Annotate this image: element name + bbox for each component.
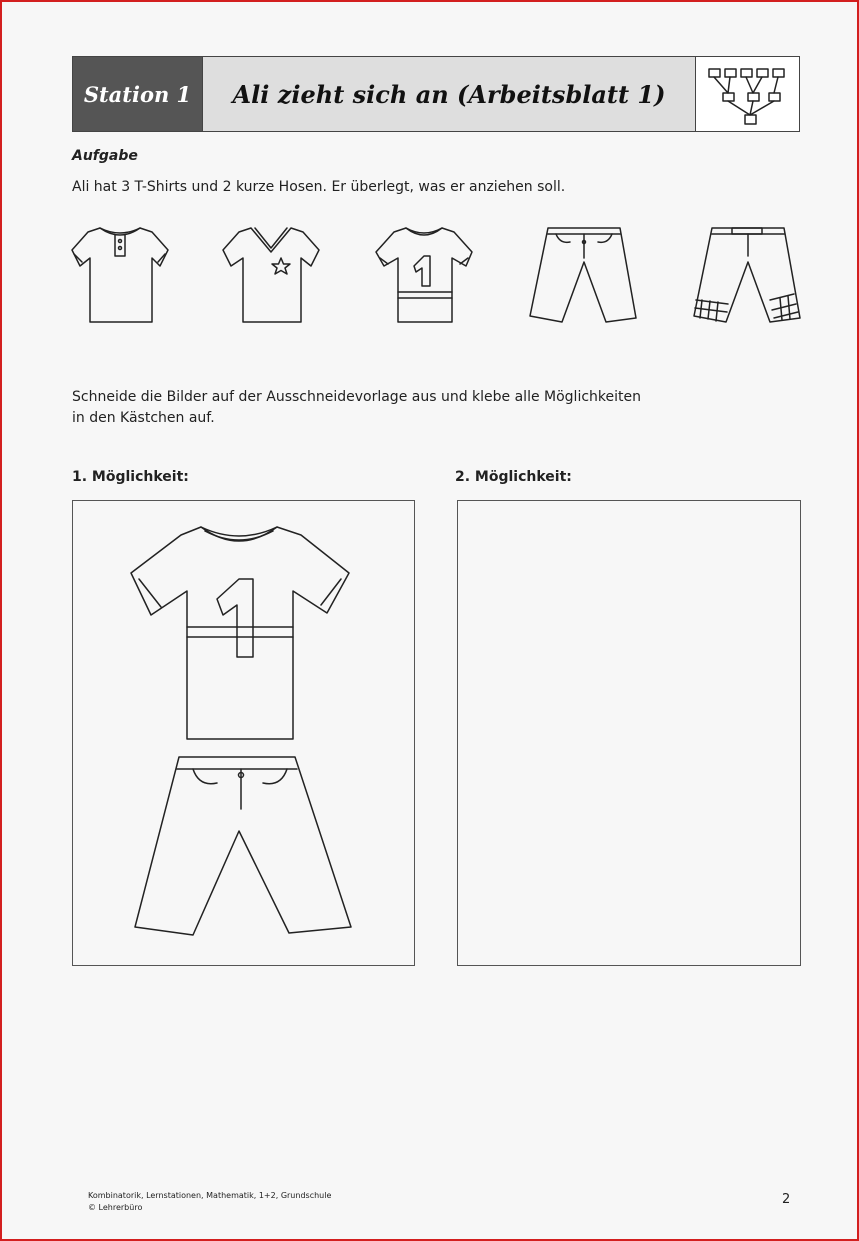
instruction-line-2: in den Kästchen auf.	[72, 410, 215, 426]
shorts-plain-icon	[526, 222, 640, 326]
pasted-shorts-plain	[129, 751, 355, 937]
footer-series: Kombinatorik, Lernstationen, Mathematik, 1+2, Grundschule	[88, 1191, 332, 1200]
option-1-label: 1. Möglichkeit:	[72, 469, 189, 485]
option-1-box[interactable]	[72, 500, 415, 966]
tshirt-number-one-icon	[374, 222, 474, 328]
option-2-label: 2. Möglichkeit:	[455, 469, 572, 485]
worksheet-title: Ali zieht sich an (Arbeitsblatt 1)	[203, 57, 696, 131]
task-heading: Aufgabe	[72, 148, 138, 164]
pasted-tshirt-number-one	[127, 519, 353, 741]
instruction-line-1: Schneide die Bilder auf der Ausschneidevorlage aus und klebe alle Möglichkeiten	[72, 389, 641, 405]
tree-diagram-icon	[696, 57, 799, 131]
footer-copyright: © Lehrerbüro	[88, 1203, 143, 1212]
worksheet-header	[72, 56, 800, 132]
option-2-box[interactable]	[457, 500, 801, 966]
instruction-text	[72, 387, 712, 429]
footer	[88, 1190, 331, 1214]
tshirt-star-icon	[221, 222, 321, 328]
page-number: 2	[782, 1192, 791, 1207]
task-intro: Ali hat 3 T-Shirts und 2 kurze Hosen. Er überlegt, was er anziehen soll.	[72, 179, 566, 195]
station-label: Station 1	[73, 57, 203, 131]
shorts-checkered-icon	[690, 222, 804, 326]
tshirt-buttons-icon	[70, 222, 170, 328]
